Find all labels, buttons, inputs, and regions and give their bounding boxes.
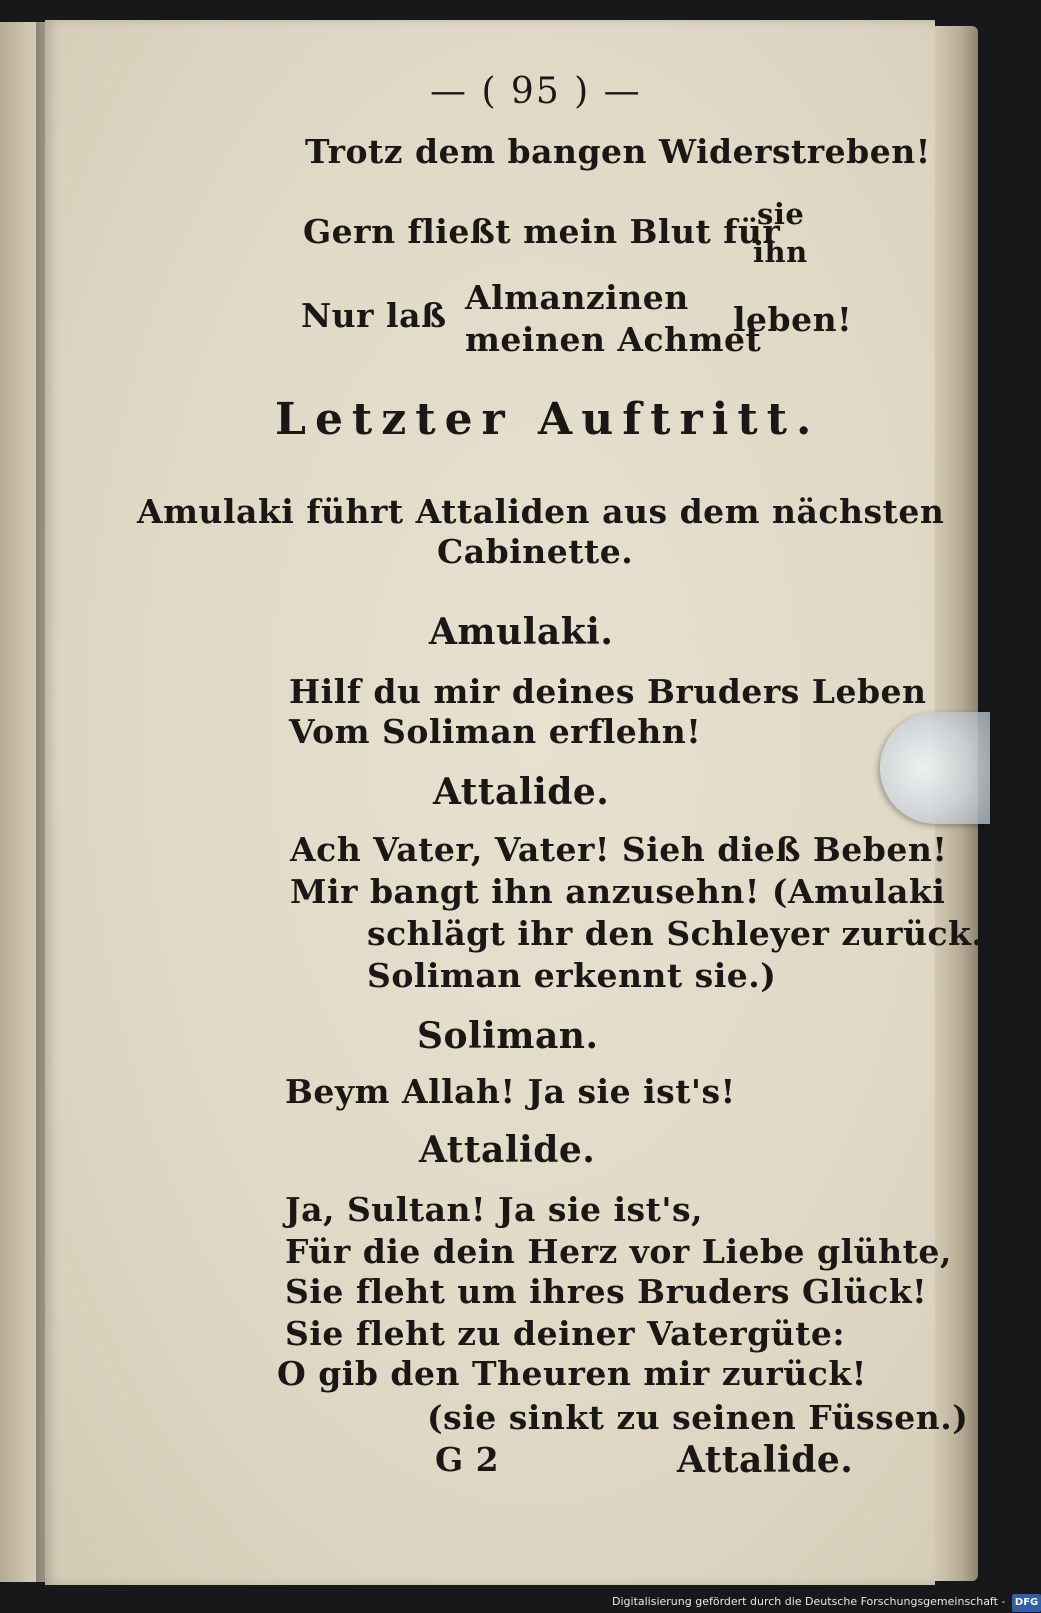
page-number-header: — ( 95 ) — [430,71,642,112]
verse-alt-upper: sie [757,197,805,231]
verse-alt-upper: Almanzinen [465,278,689,317]
dialogue-line: Sie fleht zu deiner Vatergüte: [285,1314,846,1353]
verse-line: Nur laß [301,296,447,335]
signature-mark: G 2 [435,1440,500,1479]
verse-alt-lower: ihn [753,235,808,269]
speaker-name: Attalide. [419,1129,596,1171]
dialogue-line: Ja, Sultan! Ja sie ist's, [285,1190,704,1229]
speaker-name: Soliman. [417,1015,599,1057]
stage-direction: Amulaki führt Attaliden aus dem nächsten [137,492,945,531]
catchword: Attalide. [677,1439,854,1481]
dialogue-line: Hilf du mir deines Bruders Leben [289,672,927,711]
book-page [45,20,984,1585]
credit-text: Digitalisierung gefördert durch die Deutsche Forschungsgemeinschaft - [612,1595,1006,1608]
digitization-credit [612,1593,1039,1613]
verse-alt-lower: meinen Achmet [465,320,762,359]
dialogue-line: Sie fleht um ihres Bruders Glück! [285,1272,928,1311]
stage-direction: Cabinette. [437,532,634,571]
page-clip [880,712,990,824]
dialogue-line: Vom Soliman erflehn! [289,712,702,751]
verse-line: Trotz dem bangen Widerstreben! [305,132,931,171]
dialogue-line: O gib den Theuren mir zurück! [277,1354,867,1393]
dialogue-line: Beym Allah! Ja sie ist's! [285,1072,736,1111]
stage-direction: (sie sinkt zu seinen Füssen.) [427,1398,969,1437]
speaker-name: Amulaki. [429,611,614,653]
stage-direction: Soliman erkennt sie.) [367,956,777,995]
verse-line-end: leben! [733,300,853,339]
scene-heading: Letzter Auftritt. [275,394,821,445]
verse-line: Gern fließt mein Blut für [303,212,781,251]
dfg-logo: DFG [1012,1594,1041,1612]
stage-direction: schlägt ihr den Schleyer zurück. [367,914,984,953]
dialogue-line: Ach Vater, Vater! Sieh dieß Beben! [290,830,948,869]
dialogue-line: Mir bangt ihn anzusehn! (Amulaki [290,872,946,911]
dialogue-line: Für die dein Herz vor Liebe glühte, [285,1232,952,1271]
speaker-name: Attalide. [433,771,610,813]
